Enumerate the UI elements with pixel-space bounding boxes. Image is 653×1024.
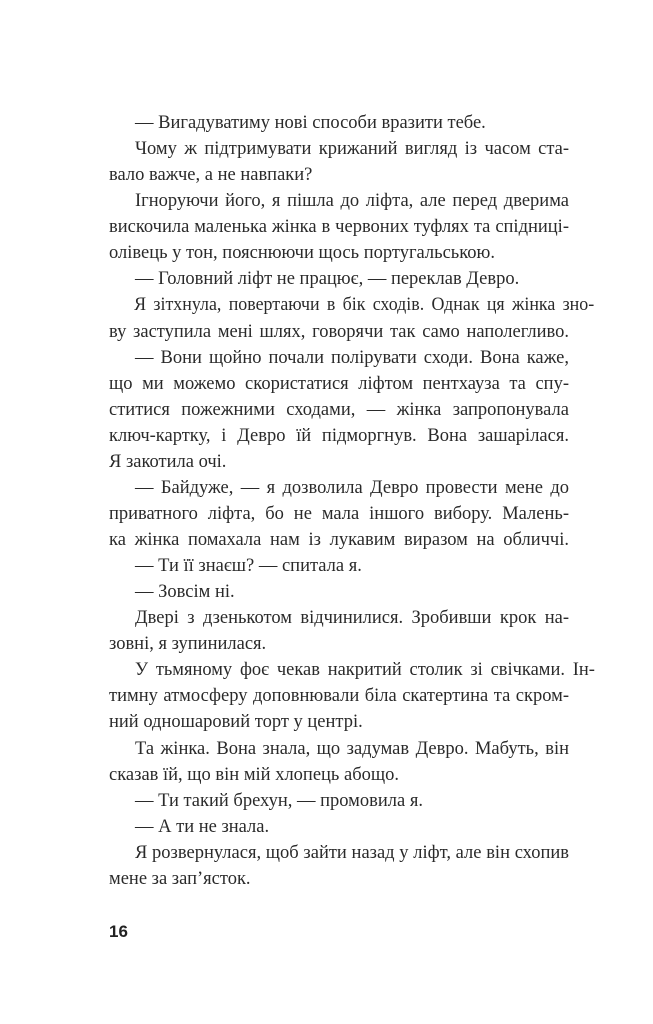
text-line: що ми можемо скористатися ліфтом пентхауза та спу- <box>109 373 569 394</box>
text-line: ключ-картку, і Девро їй підморгнув. Вона зашарілася. <box>109 425 569 446</box>
text-line: Я розвернулася, щоб зайти назад у ліфт, але він схопив <box>135 842 569 863</box>
text-line: Та жінка. Вона знала, що задумав Девро. Мабуть, він <box>135 738 569 759</box>
text-line: — Байдуже, — я дозволила Девро провести мене до <box>135 477 569 498</box>
text-line: Я зітхнула, повертаючи в бік сходів. Однак ця жінка зно- <box>134 295 595 316</box>
text-line: приватного ліфта, бо не мала іншого вибору. Малень- <box>109 503 569 524</box>
text-line: — А ти не знала. <box>135 816 270 837</box>
text-line: мене за зап’ясток. <box>109 868 251 889</box>
text-line: ву заступила мені шлях, говорячи так само наполегливо. <box>109 321 569 342</box>
text-line: Чому ж підтримувати крижаний вигляд із часом ста- <box>135 139 569 160</box>
book-body-text <box>109 110 595 892</box>
text-line: — Вигадуватиму нові способи вразити тебе. <box>135 113 486 133</box>
text-line: У тьмяному фоє чекав накритий столик зі свічками. Ін- <box>134 660 595 681</box>
text-line: ка жінка помахала нам із лукавим виразом на обличчі. <box>109 530 569 550</box>
text-line: — Ти її знаєш? — спитала я. <box>135 556 362 577</box>
text-line: — Зовсім ні. <box>135 582 235 603</box>
text-line: вискочила маленька жінка в червоних туфлях та спідниці- <box>109 217 569 238</box>
text-line: — Головний ліфт не працює, — переклав Девро. <box>135 269 520 290</box>
text-line: — Вони щойно почали полірувати сходи. Вона каже, <box>135 347 569 368</box>
text-line: Ігноруючи його, я пішла до ліфта, але перед дверима <box>135 191 569 212</box>
text-line: сказав їй, що він мій хлопець абощо. <box>109 764 399 785</box>
page-number: 16 <box>109 922 128 941</box>
text-line: Двері з дзенькотом відчинилися. Зробивши крок на- <box>135 608 569 629</box>
text-line: ститися пожежними сходами, — жінка запропонувала <box>109 399 569 420</box>
text-line: — Ти такий брехун, — промовила я. <box>135 790 423 811</box>
text-line: зовні, я зупинилася. <box>109 634 267 655</box>
text-line: вало важче, а не навпаки? <box>109 165 313 186</box>
text-line: Я закотила очі. <box>109 451 227 472</box>
text-line: ний одношаровий торт у центрі. <box>109 712 363 733</box>
text-line: олівець у тон, пояснюючи щось португальською. <box>109 243 495 264</box>
text-line: тимну атмосферу доповнювали біла скатертина та скром- <box>109 686 569 707</box>
